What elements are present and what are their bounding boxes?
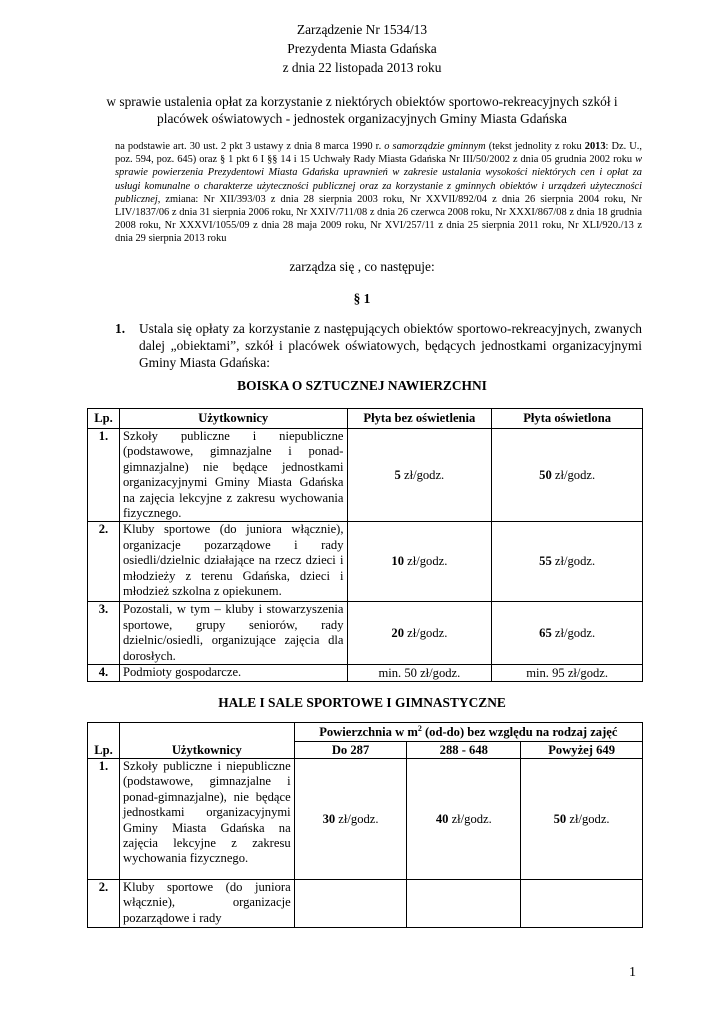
section-heading: § 1 bbox=[353, 291, 371, 306]
row-unlit-price: 20 zł/godz. bbox=[347, 602, 492, 665]
row-unlit-price: 10 zł/godz. bbox=[347, 522, 492, 602]
col-header-unlit: Płyta bez oświetlenia bbox=[347, 409, 492, 429]
col-header-lit: Płyta oświetlona bbox=[492, 409, 643, 429]
table1-title: BOISKA O SZTUCZNEJ NAWIERZCHNI bbox=[237, 378, 487, 393]
row-unlit-price: 5 zł/godz. bbox=[347, 429, 492, 522]
basis-text-4: , zmiana: Nr XII/393/03 z dnia 28 sierpnia 2003 roku, Nr XXVII/892/04 z dnia 26 sierpnia 2004 roku, Nr LIV/1837/06 z dnia 31 sierpnia 2006 roku, Nr XXIV/711/08 z dnia 26 czerwca 2008 roku, Nr XXXI/867/08 z dnia 18 grudnia 2008 roku, Nr XXXVI/1055/09 z dnia 28 maja 2009 roku, Nr XVI/257/11 z dnia 25 sierpnia 2011 roku, Nr XLI/920./13 z dnia 29 sierpnia 2013 roku bbox=[115, 193, 642, 245]
row-users: Pozostali, w tym – kluby i stowarzyszenia sportowe, grupy seniorów, rady dzielnic/osiedli, organizujące zajęcia dla dorosłych. bbox=[119, 602, 347, 665]
basis-bold-1: 2013 bbox=[584, 141, 606, 152]
table-row bbox=[88, 522, 643, 602]
page-number: 1 bbox=[629, 965, 636, 980]
subject-line-2: placówek oświatowych - jednostek organizacyjnych Gminy Miasta Gdańska bbox=[157, 111, 567, 126]
basis-text-2: (tekst jednolity z roku bbox=[485, 141, 585, 152]
col-header-users: Użytkownicy bbox=[119, 723, 294, 759]
row-users: Podmioty gospodarcze. bbox=[119, 665, 347, 682]
col-header-users: Użytkownicy bbox=[119, 409, 347, 429]
basis-italic-2: w sprawie powierzenia Prezydentowi Miasta Gdańska uprawnień w zakresie ustalania wysokości niektórych cen i opłat za usługi komunalne o charakterze użyteczności publicznej oraz za korzystanie z gminnych obiektów i urządzeń użyteczności publicznej bbox=[115, 154, 642, 205]
row-lp: 3. bbox=[88, 602, 120, 665]
col-header-size-small: Do 287 bbox=[294, 742, 407, 759]
table2-title: HALE I SALE SPORTOWE I GIMNASTYCZNE bbox=[218, 695, 506, 710]
row-price-small bbox=[294, 880, 407, 928]
row-unlit-price: min. 50 zł/godz. bbox=[347, 665, 492, 682]
list-item-text: Ustala się opłaty za korzystanie z następujących obiektów sportowo-rekreacyjnych, zwanych dalej „obiektami”, szkół i placówek oświatowych, będących jednostkami organizacyjnymi Gminy Miasta Gdańska: bbox=[139, 321, 642, 370]
row-users: Kluby sportowe (do juniora włącznie), organizacje pozarządowe i rady osiedli/dzielnic działające na rzecz dzieci i młodzieży z terenu Gdańska, dzieci i młodzież szkolna z opiekunem. bbox=[119, 522, 347, 602]
table-sport-fields bbox=[87, 408, 643, 682]
col-header-lp: Lp. bbox=[88, 723, 120, 759]
basis-text-3: : Dz. U., poz. 594, poz. 645) oraz § 1 pkt 6 I §§ 14 i 15 Uchwały Rady Miasta Gdańska Nr III/50/2002 z dnia 05 grudnia 2002 roku bbox=[115, 141, 642, 166]
table-row bbox=[88, 880, 643, 928]
row-price-large: 50 zł/godz. bbox=[521, 759, 643, 880]
row-lit-price: min. 95 zł/godz. bbox=[492, 665, 643, 682]
row-price-small: 30 zł/godz. bbox=[294, 759, 407, 880]
col-header-lp: Lp. bbox=[88, 409, 120, 429]
decree-subject bbox=[90, 93, 634, 127]
table-header-row bbox=[88, 409, 643, 429]
table-row bbox=[88, 759, 643, 880]
basis-italic-1: o samorządzie gminnym bbox=[384, 141, 486, 152]
basis-text-1: na podstawie art. 30 ust. 2 pkt 3 ustawy z dnia 8 marca 1990 r. bbox=[115, 141, 385, 152]
row-price-medium: 40 zł/godz. bbox=[407, 759, 521, 880]
col-header-size-medium: 288 - 648 bbox=[407, 742, 521, 759]
table-header-row bbox=[88, 723, 643, 742]
row-users: Szkoły publiczne i niepubliczne (podstawowe, gimnazjalne i ponad-gimnazjalne), nie będące jednostkami organizacyjnymi Gminy Miasta Gdańska na zajęcia lekcyjne z zakresu wychowania fizycznego. bbox=[119, 759, 294, 880]
table-row bbox=[88, 429, 643, 522]
row-lp: 4. bbox=[88, 665, 120, 682]
table-row bbox=[88, 602, 643, 665]
row-lit-price: 55 zł/godz. bbox=[492, 522, 643, 602]
decree-issuer: Prezydenta Miasta Gdańska bbox=[287, 41, 437, 56]
row-lp: 1. bbox=[88, 759, 120, 880]
row-price-large bbox=[521, 880, 643, 928]
col-header-size-large: Powyżej 649 bbox=[521, 742, 643, 759]
legal-basis bbox=[115, 140, 642, 246]
list-item-number: 1. bbox=[115, 321, 126, 336]
row-users: Szkoły publiczne i niepubliczne (podstawowe, gimnazjalne i ponad-gimnazjalne) nie będące jednostkami organizacyjnymi Gminy Miasta Gdańska na zajęcia lekcyjne z zakresu wychowania fizycznego. bbox=[119, 429, 347, 522]
decree-statement: zarządza się , co następuje: bbox=[289, 259, 435, 274]
col-header-area: Powierzchnia w $m^2$ (od-do) bez względu na rodzaj zajęć bbox=[294, 723, 642, 742]
row-lp: 2. bbox=[88, 522, 120, 602]
row-lit-price: 65 zł/godz. bbox=[492, 602, 643, 665]
decree-date: z dnia 22 listopada 2013 roku bbox=[282, 60, 442, 75]
row-lp: 2. bbox=[88, 880, 120, 928]
decree-number: Zarządzenie Nr 1534/13 bbox=[296, 22, 428, 37]
row-lp: 1. bbox=[88, 429, 120, 522]
table-sport-halls bbox=[87, 722, 643, 928]
row-price-medium bbox=[407, 880, 521, 928]
row-users: Kluby sportowe (do juniora włącznie), organizacje pozarządowe i rady bbox=[119, 880, 294, 928]
subject-line-1: w sprawie ustalenia opłat za korzystanie z niektórych obiektów sportowo-rekreacyjnych szkół i bbox=[106, 94, 618, 109]
table-row bbox=[88, 665, 643, 682]
row-lit-price: 50 zł/godz. bbox=[492, 429, 643, 522]
